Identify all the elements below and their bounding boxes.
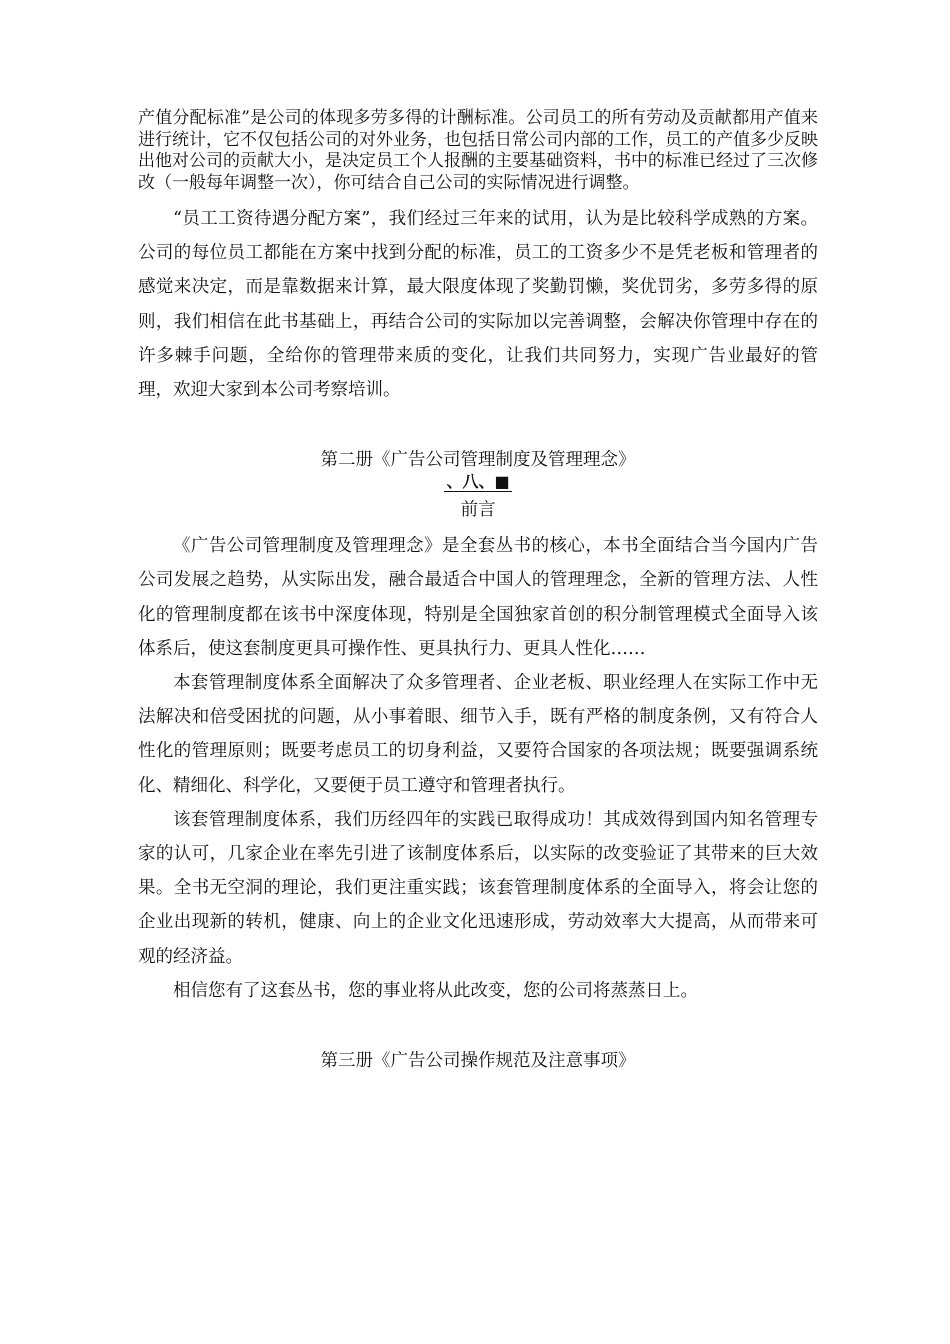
book2-paragraph-4: 相信您有了这套丛书，您的事业将从此改变，您的公司将蒸蒸日上。 (173, 980, 698, 1001)
book2-paragraph-3: 该套管理制度体系，我们历经四年的实践已取得成功！其成效得到国内知名管理专家的认可，几家企业在率先引进了该制度体系后，以实际的改变验证了其带来的巨大效果。全书无空洞的理论，我们更注重实践；该套管理制度体系的全面导入，将会让您的企业出现新的转机，健康、向上的企业文化迅速形成，劳动效率大大提高，从而带来可观的经济益。 (138, 809, 818, 967)
document-page (138, 108, 818, 1074)
book3-title: 第三册《广告公司操作规范及注意事项》 (320, 1051, 636, 1072)
book2-paragraph-1: 《广告公司管理制度及管理理念》是全套丛书的核心，本书全面结合当今国内广告公司发展之趋势，从实际出发，融合最适合中国人的管理理念，全新的管理方法、人性化的管理制度都在该书中深度体现，特别是全国独家首创的积分制管理模式全面导入该体系后，使这套制度更具可操作性、更具执行力、更具人性化…… (138, 536, 818, 659)
book2-marks (138, 473, 818, 491)
spacer (138, 407, 818, 447)
salary-paragraph: “员工工资待遇分配方案”，我们经过三年来的试用，认为是比较科学成熟的方案。公司的每位员工都能在方案中找到分配的标准，员工的工资多少不是凭老板和管理者的感觉来决定，而是靠数据来计算，最大限度体现了奖勤罚懒，奖优罚劣，多劳多得的原则，我们相信在此书基础上，再结合公司的实际加以完善调整，会解决你管理中存在的许多棘手问题，全给你的管理带来质的变化，让我们共同努力，实现广告业最好的管理，欢迎大家到本公司考察培训。 (138, 209, 818, 401)
book2-marks-text: 、八、■ (446, 472, 510, 492)
spacer (138, 1008, 818, 1048)
preface-heading: 前言 (460, 500, 496, 521)
intro-paragraph: 产值分配标准”是公司的体现多劳多得的计酬标准。公司员工的所有劳动及贡献都用产值来进行统计，它不仅包括公司的对外业务，也包括日常公司内部的工作，员工的产值多少反映出他对公司的贡献大小，是决定员工个人报酬的主要基础资料，书中的标准已经过了三次修改（一般每年调整一次），你可结合自己公司的实际情况进行调整。 (138, 108, 818, 193)
book2-title: 第二册《广告公司管理制度及管理理念》 (320, 450, 636, 471)
book2-paragraph-2: 本套管理制度体系全面解决了众多管理者、企业老板、职业经理人在实际工作中无法解决和倍受困扰的问题，从小事着眼、细节入手，既有严格的制度条例，又有符合人性化的管理原则；既要考虑员工的切身利益，又要符合国家的各项法规；既要强调系统化、精细化、科学化，又要便于员工遵守和管理者执行。 (138, 673, 818, 796)
spacer (138, 194, 818, 202)
